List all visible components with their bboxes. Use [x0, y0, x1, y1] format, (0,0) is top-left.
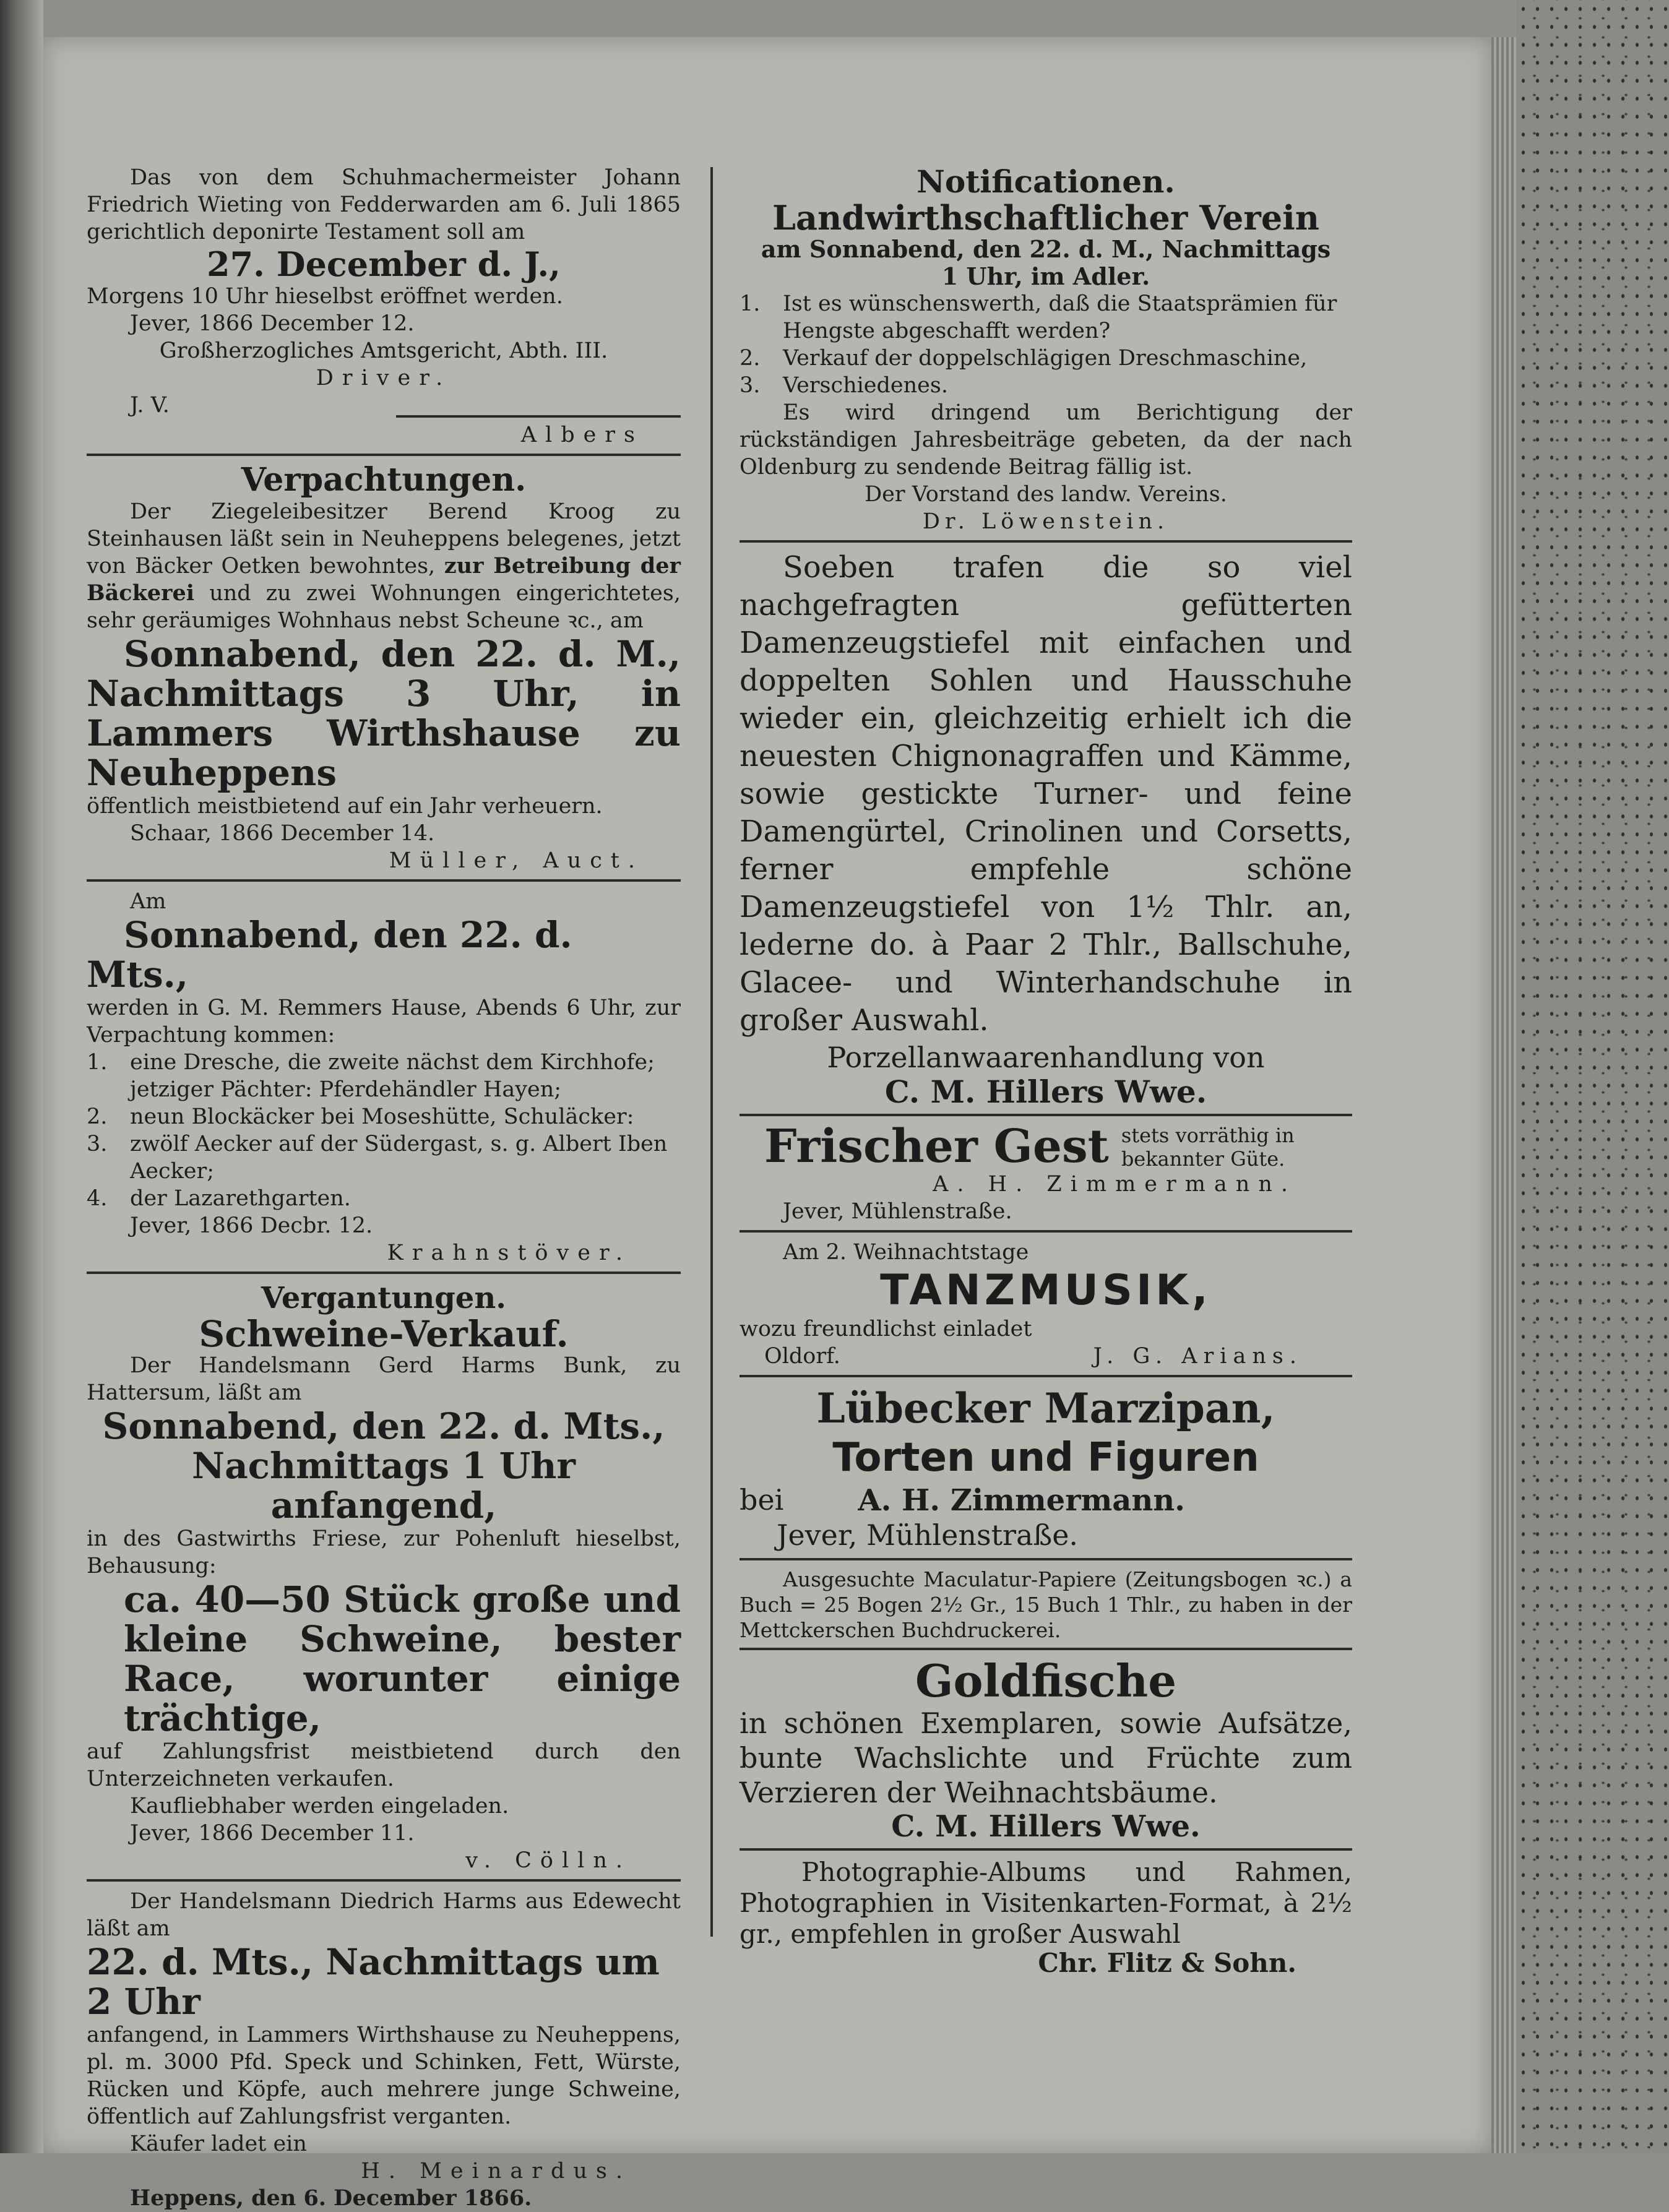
- divider: [740, 1648, 1352, 1650]
- page-stack-edge: [1491, 37, 1516, 2153]
- vergantungen-place: Jever, 1866 December 11.: [130, 1821, 415, 1846]
- meinardus-notice: [87, 1888, 681, 2212]
- verpachtungen-date: Sonnabend, den 22. d. M., Nachmittags 3 Uhr, in Lammers Wirthshause zu Neuheppens: [87, 633, 681, 794]
- divider: [87, 454, 681, 456]
- verpachtungen-text-3: öffentlich meistbietend auf ein Jahr verheuern.: [87, 794, 603, 819]
- vergantungen-goods: ca. 40—50 Stück große und kleine Schweine, bester Race, worunter einige trächtige,: [124, 1578, 681, 1739]
- testament-sign: Albers: [520, 423, 644, 447]
- meinardus-place: Heppens, den 6. December 1866.: [130, 2185, 532, 2211]
- gest-ad: [740, 1122, 1352, 1225]
- gest-place: Jever, Mühlenstraße.: [783, 1199, 1012, 1224]
- divider: [740, 1558, 1352, 1560]
- divider: [740, 1848, 1352, 1851]
- am-list: [87, 1049, 681, 1212]
- tanz-invite: wozu freundlichst einladet: [740, 1317, 1032, 1341]
- verpachtungen-sign: Müller, Auct.: [389, 848, 644, 873]
- divider: [87, 1272, 681, 1274]
- column-divider: [710, 167, 713, 1937]
- gest-title: Frischer Gest: [764, 1120, 1109, 1173]
- testament-notice: [87, 164, 681, 449]
- verpachtungen-notice: [87, 462, 681, 874]
- schweine-heading: Schweine-Verkauf.: [199, 1313, 569, 1355]
- am-date: Sonnabend, den 22. d. Mts.,: [87, 914, 572, 996]
- goldfische-title: Goldfische: [915, 1655, 1177, 1707]
- vergantungen-date: Sonnabend, den 22. d. Mts.,: [102, 1405, 665, 1447]
- am-label: Am: [130, 889, 166, 914]
- divider: [87, 1879, 681, 1882]
- book-binding-edge: [0, 0, 43, 2153]
- divider: [740, 1230, 1352, 1233]
- vergantungen-text-2: in des Gastwirths Friese, zur Pohenluft hieselbst, Behausung:: [87, 1526, 681, 1578]
- marzipan-sign: A. H. Zimmermann.: [858, 1483, 1185, 1518]
- testament-court: Großherzogliches Amtsgericht, Abth. III.: [159, 338, 608, 363]
- vergantungen-sign: v. Cölln.: [465, 1848, 631, 1873]
- verein-date: am Sonnabend, den 22. d. M., Nachmittags: [761, 235, 1331, 263]
- verpachtungen-text: Der Ziegeleibesitzer Berend Kroog zu Steinhausen läßt sein in Neuheppens belegenes, jetzt von Bäcker Oetken bewohntes, zur Betreibung der Bäckerei und zu zwei Wohnungen eingerichtetes, sehr geräumiges Wohnhaus nebst Scheune ꝛc., am: [87, 499, 681, 633]
- gest-note: stets vorräthig in bekannter Güte.: [1121, 1124, 1295, 1171]
- verein-text: Es wird dringend um Berichtigung der rückständigen Jahresbeiträge gebeten, da der nach Oldenburg zu sendende Beitrag fällig ist.: [740, 400, 1352, 480]
- list-item: 4. der Lazarethgarten.: [87, 1186, 351, 1211]
- tanz-date: Am 2. Weihnachtstage: [783, 1240, 1029, 1265]
- tanz-title: TANZMUSIK,: [880, 1266, 1212, 1315]
- marzipan-subtitle: Torten und Figuren: [832, 1435, 1259, 1481]
- maculatur-ad: [740, 1567, 1352, 1643]
- tanz-place: Oldorf.: [764, 1344, 840, 1369]
- testament-date: 27. December d. J.,: [207, 244, 561, 284]
- list-item: 3. Verschiedenes.: [740, 373, 948, 398]
- vergantungen-time: Nachmittags 1 Uhr anfangend,: [192, 1445, 576, 1526]
- testament-time: Morgens 10 Uhr hieselbst eröffnet werden.: [87, 284, 563, 309]
- verein-time: 1 Uhr, im Adler.: [941, 262, 1150, 290]
- goldfische-text: in schönen Exemplaren, sowie Aufsätze, bunte Wachslichte und Früchte zum Verzieren der Weihnachtsbäume.: [740, 1706, 1352, 1809]
- hillers-shop: Porzellanwaarenhandlung von: [827, 1041, 1265, 1074]
- verein-vorstand: Der Vorstand des landw. Vereins.: [865, 482, 1227, 507]
- am-place: Jever, 1866 Decbr. 12.: [130, 1213, 373, 1238]
- vergantungen-text-3: auf Zahlungsfrist meistbietend durch den Unterzeichneten verkaufen.: [87, 1739, 681, 1791]
- verpachtungen-heading: Verpachtungen.: [241, 461, 527, 499]
- goldfische-sign: C. M. Hillers Wwe.: [891, 1809, 1201, 1844]
- list-item: 1. eine Dresche, die zweite nächst dem Kirchhofe; jetziger Pächter: Pferdehändler Hayen;: [87, 1050, 655, 1102]
- verein-heading: Landwirthschaftlicher Verein: [772, 198, 1319, 238]
- tanz-sign: J. G. Arians.: [1093, 1344, 1303, 1369]
- signature-line: [396, 415, 681, 418]
- left-column: [87, 164, 681, 2212]
- am-sign: Krahnstöver.: [387, 1241, 631, 1265]
- marzipan-title: Lübecker Marzipan,: [816, 1384, 1275, 1432]
- list-item: 1. Ist es wünschenswerth, daß die Staatsprämien für Hengste abgeschafft werden?: [740, 291, 1337, 343]
- marzipan-ad: [740, 1384, 1352, 1553]
- maculatur-text: Ausgesuchte Maculatur-Papiere (Zeitungsbogen ꝛc.) a Buch = 25 Bogen 2½ Gr., 15 Buch 1 Thlr., zu haben in der Mettckerschen Buchdruckerei.: [740, 1567, 1352, 1642]
- testament-place: Jever, 1866 December 12.: [130, 311, 415, 336]
- right-column: [740, 164, 1352, 1977]
- list-item: 2. Verkauf der doppelschlägigen Dreschmaschine,: [740, 346, 1308, 371]
- vergantungen-text-4: Kaufliebhaber werden eingeladen.: [130, 1794, 509, 1818]
- goldfische-ad: [740, 1656, 1352, 1843]
- gest-sign: A. H. Zimmermann.: [933, 1172, 1296, 1197]
- verein-sign: Dr. Löwenstein.: [922, 509, 1170, 534]
- meinardus-date: 22. d. Mts., Nachmittags um 2 Uhr: [87, 1941, 660, 2023]
- meinardus-text-3: Käufer ladet ein: [130, 2132, 307, 2156]
- testament-judge: Driver.: [316, 366, 452, 390]
- divider: [87, 879, 681, 882]
- photo-ad: [740, 1857, 1352, 1977]
- list-item: 2. neun Blockäcker bei Moseshütte, Schuläcker:: [87, 1104, 634, 1129]
- marzipan-bei: bei: [740, 1483, 784, 1517]
- testament-text: Das von dem Schuhmachermeister Johann Friedrich Wieting von Fedderwarden am 6. Juli 1865 gerichtlich deponirte Testament soll am: [87, 165, 681, 244]
- divider: [740, 1375, 1352, 1377]
- verpachtungen-place: Schaar, 1866 December 14.: [130, 821, 435, 846]
- notificationen-heading: Notificationen.: [916, 163, 1175, 200]
- vergantungen-notice: [87, 1280, 681, 1874]
- hillers-ad: [740, 549, 1352, 1109]
- list-item: 3. zwölf Aecker auf der Südergast, s. g. Albert Iben Aecker;: [87, 1132, 668, 1184]
- testament-vb: J. V.: [130, 393, 170, 418]
- notificationen-notice: [740, 164, 1352, 535]
- divider: [740, 1114, 1352, 1116]
- hillers-text: Soeben trafen die so viel nachgefragten gefütterten Damenzeugstiefel mit einfachen und doppelten Sohlen und Hausschuhe wieder ein, gleichzeitig erhielt ich die neuesten Chignonagraffen und Kämme, sowie gestickte Turner- und feine Damengürtel, Crinolinen und Corsetts, ferner empfehle schöne Damenzeugstiefel von 1½ Thlr. an, lederne do. à Paar 2 Thlr., Ballschuhe, Glacee- und Winterhandschuhe in großer Auswahl.: [740, 550, 1352, 1038]
- tanz-ad: [740, 1239, 1352, 1370]
- marzipan-place: Jever, Mühlenstraße.: [777, 1518, 1079, 1552]
- meinardus-text-2: anfangend, in Lammers Wirthshause zu Neuheppens, pl. m. 3000 Pfd. Speck und Schinken, Fett, Würste, Rücken und Köpfe, auch mehrere junge Schweine, öffentlich auf Zahlungsfrist verganten.: [87, 2023, 681, 2129]
- hillers-sign: C. M. Hillers Wwe.: [884, 1074, 1207, 1110]
- meinardus-text: Der Handelsmann Diedrich Harms aus Edewecht läßt am: [87, 1889, 681, 1941]
- divider: [740, 540, 1352, 543]
- vergantungen-heading: Vergantungen.: [261, 1281, 506, 1315]
- am-notice: [87, 888, 681, 1267]
- vergantungen-text: Der Handelsmann Gerd Harms Bunk, zu Hattersum, läßt am: [87, 1353, 681, 1405]
- meinardus-sign: H. Meinardus.: [361, 2159, 631, 2184]
- am-text: werden in G. M. Remmers Hause, Abends 6 Uhr, zur Verpachtung kommen:: [87, 996, 681, 1048]
- photo-sign: Chr. Flitz & Sohn.: [1038, 1948, 1296, 1978]
- book-cover-speckle: [1516, 0, 1669, 2153]
- verein-agenda: [740, 290, 1352, 399]
- photo-text: Photographie-Albums und Rahmen, Photographien in Visitenkarten-Format, à 2½ gr., empfehlen in großer Auswahl: [740, 1857, 1352, 1949]
